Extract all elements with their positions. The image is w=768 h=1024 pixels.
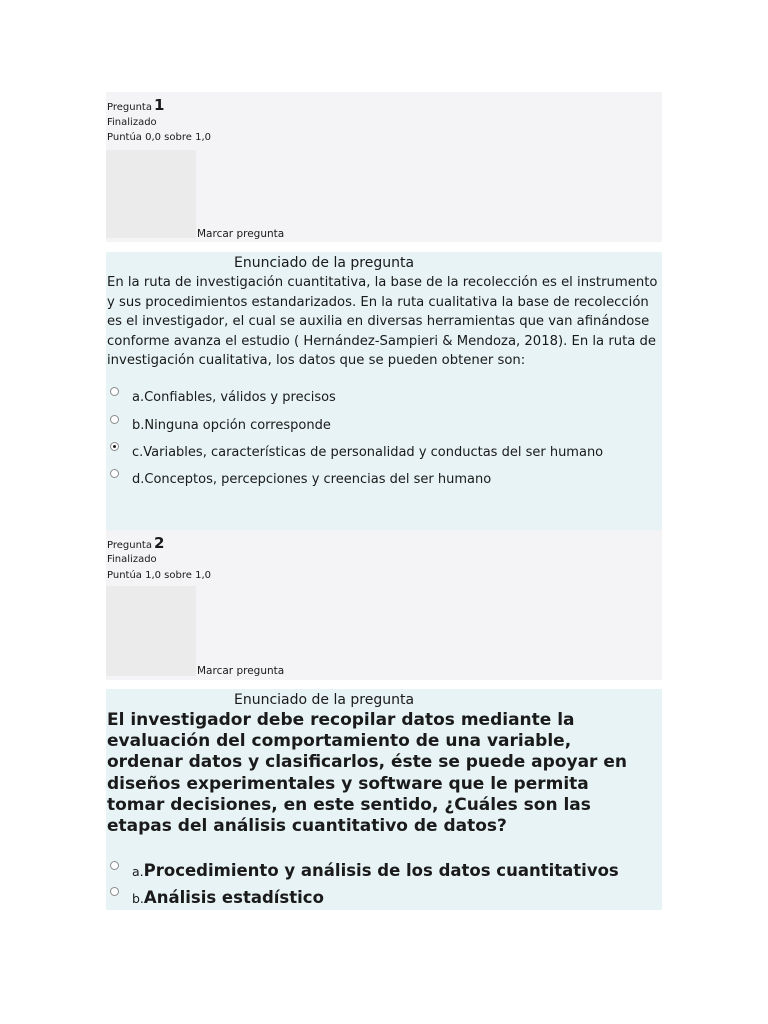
question-1-option-a[interactable]: a.Confiables, válidos y precisos	[132, 390, 336, 405]
question-2-state: Finalizado	[107, 554, 157, 565]
question-1-text: En la ruta de investigación cuantitativa, la base de la recolección es el instrumento y sus procedimientos estandarizados. En la ruta cualitativa la base de recolección es el investigador, el cual se auxilia en diversas herramientas que van afinándose conforme avanza el estudio ( Hernández-Sampieri & Mendoza, 2018). En la ruta de investigación cualitativa, los datos que se pueden obtener son:	[107, 275, 658, 369]
question-1-option-b[interactable]: b.Ninguna opción corresponde	[132, 418, 331, 433]
question-1-info	[106, 92, 662, 242]
question-2-option-a[interactable]: a.Procedimiento y análisis de los datos cuantitativos	[132, 861, 619, 880]
question-2-option-b-radio[interactable]	[110, 887, 119, 896]
question-1-option-c[interactable]: c.Variables, características de personalidad y conductas del ser humano	[132, 445, 604, 460]
question-1-content	[106, 252, 662, 530]
question-2-flag-box	[106, 586, 196, 676]
question-1-option-a-radio[interactable]	[110, 387, 119, 396]
question-1-heading: Enunciado de la pregunta	[234, 255, 415, 271]
question-1-state: Finalizado	[107, 117, 157, 128]
question-2-heading: Enunciado de la pregunta	[234, 692, 415, 708]
question-1-number: Pregunta 1	[107, 96, 165, 114]
question-2-score: Puntúa 1,0 sobre 1,0	[107, 570, 211, 581]
question-2-info	[106, 530, 662, 680]
question-2-text: El investigador debe recopilar datos mediante la evaluación del comportamiento de una variable, ordenar datos y clasificarlos, éste se puede apoyar en diseños experimentales y software que le permita tomar decisiones, en este sentido, ¿Cuáles son las etapas del análisis cuantitativo de datos?	[107, 710, 627, 837]
question-1-score: Puntúa 0,0 sobre 1,0	[107, 132, 211, 143]
question-2-content	[106, 689, 662, 910]
question-1-option-b-radio[interactable]	[110, 415, 119, 424]
question-2-option-b[interactable]: b.Análisis estadístico	[132, 888, 324, 907]
question-1-option-d-radio[interactable]	[110, 469, 119, 478]
question-1-flag-button[interactable]: Marcar pregunta	[197, 228, 285, 240]
question-1-option-d[interactable]: d.Conceptos, percepciones y creencias del ser humano	[132, 472, 492, 487]
question-2-flag-button[interactable]: Marcar pregunta	[197, 665, 285, 677]
question-1-option-c-radio[interactable]	[110, 442, 119, 451]
question-2-option-a-radio[interactable]	[110, 861, 119, 870]
question-2-number: Pregunta 2	[107, 534, 165, 552]
question-1-flag-box	[106, 150, 196, 238]
